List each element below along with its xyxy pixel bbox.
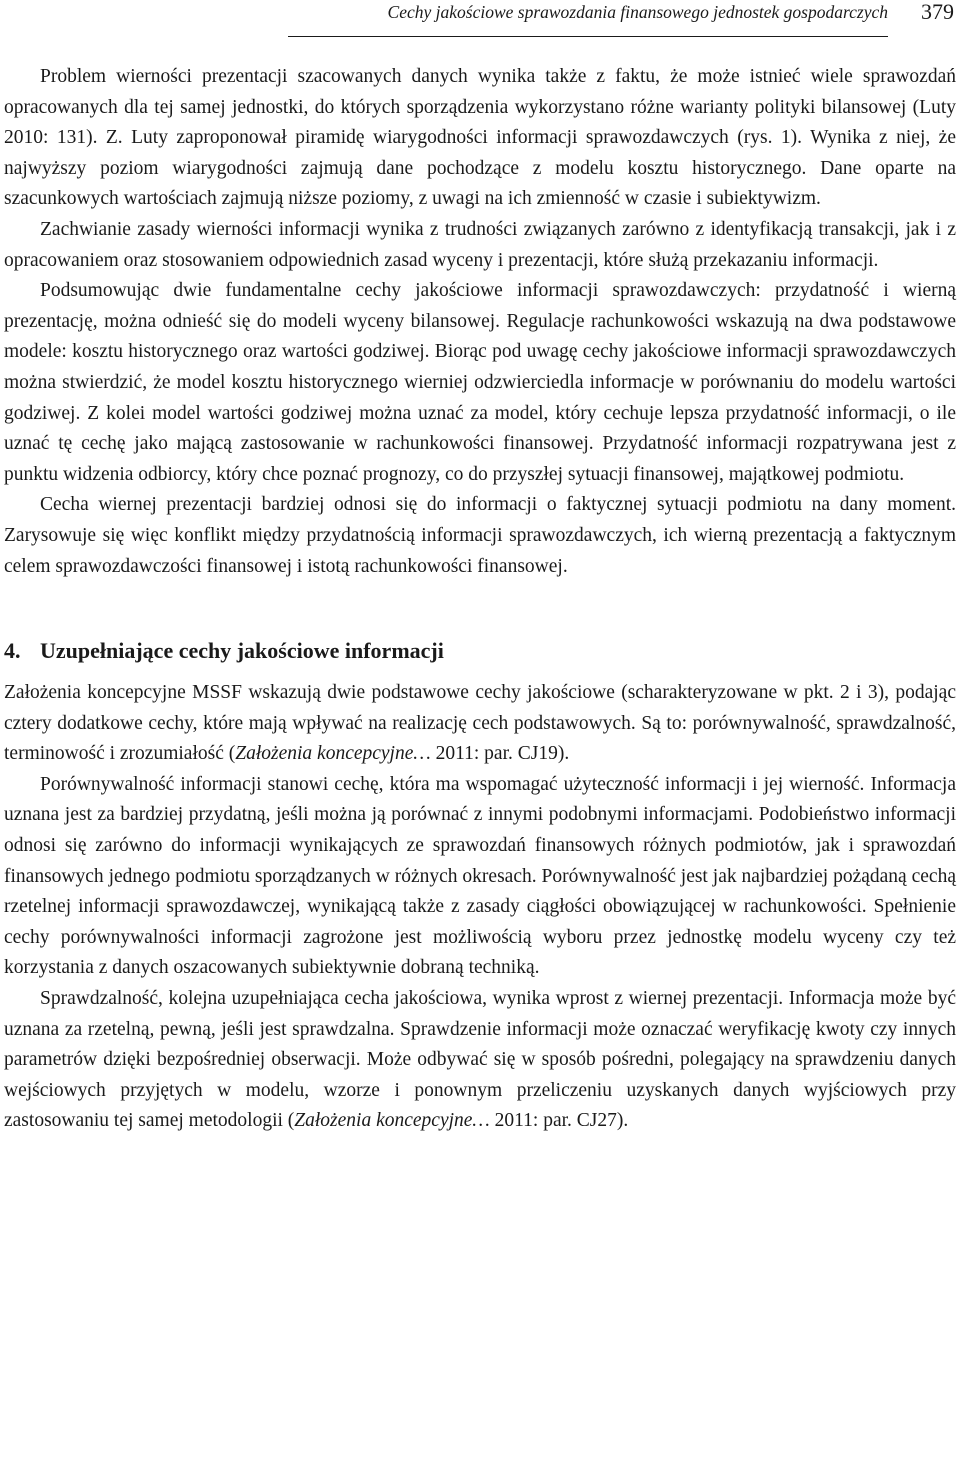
paragraph-text: Założenia koncepcyjne MSSF wskazują dwie podstawowe cechy jakościowe (scharakteryzowane w pkt. 2 i 3), podając cztery dodatkowe cechy, które mają wpływać na realizację cech podstawowych. Są to: porównywalność, sprawdzalność, terminowość i zrozumiałość ( [4,682,956,765]
body-paragraph: Problem wierności prezentacji szacowanych danych wynika także z faktu, że może istnieć wiele sprawozdań opracowanych dla tej samej jednostki, do których sporządzenia wykorzystano różne warianty polityki bilansowej (Luty 2010: 131). Z. Luty zaproponował piramidę wiarygodności informacji sprawozdawczych (rys. 1). Wynika z niej, że najwyższy poziom wiarygodności zajmują dane pochodzące z modelu kosztu historycznego. Dane oparte na szacunkowych wartościach zajmują niższe poziomy, z uwagi na ich zmienność w czasie i subiektywizm. [4,66,956,210]
citation-tail: 2011: par. CJ19). [430,743,570,765]
section-paragraph [4,984,956,1137]
paragraph-text: Sprawdzalność, kolejna uzupełniająca cecha jakościowa, wynika wprost z wiernej prezentacji. Informacja może być uznana za rzetelną, pewną, jeśli jest sprawdzalna. Sprawdzenie informacji może oznaczać weryfikację kwoty czy innych parametrów dzięki bezpośredniej obserwacji. Może odbywać się w sposób pośredni, polegający na sprawdzeniu danych wejściowych przyjętych w modelu, wzorze i ponownym przeliczeniu uzyskanych danych wyjściowych przy zastosowaniu tej samej metodologii ( [4,988,956,1132]
section-title: Uzupełniające cechy jakościowe informacji [40,638,444,664]
section-number: 4. [4,638,21,664]
section-heading [4,636,956,666]
section-paragraph [4,678,956,770]
header-rule [288,36,888,37]
page-header [0,0,960,40]
citation-title: Założenia koncepcyjne… [294,1110,490,1132]
page-body [4,62,956,1137]
running-title: Cechy jakościowe sprawozdania finansowego jednostek gospodarczych [387,2,888,22]
body-paragraph: Cecha wiernej prezentacji bardziej odnosi się do informacji o faktycznej sytuacji podmiotu na dany moment. Zarysowuje się więc konflikt między przydatnością informacji sprawozdawczych, ich wierną prezentacją a faktycznym celem sprawozdawczości finansowej i istotą rachunkowości finansowej. [4,494,956,577]
body-paragraph: Zachwianie zasady wierności informacji wynika z trudności związanych zarówno z identyfikacją transakcji, jak i z opracowaniem oraz stosowaniem odpowiednich zasad wyceny i prezentacji, które służą przekazaniu informacji. [4,218,956,271]
body-paragraph: Podsumowując dwie fundamentalne cechy jakościowe informacji sprawozdawczych: przydatność i wierną prezentację, można odnieść się do modeli wyceny bilansowej. Regulacje rachunkowości wskazują na dwa podstawowe modele: kosztu historycznego oraz wartości godziwej. Biorąc pod uwagę cechy jakościowe informacji sprawozdawczych można stwierdzić, że model kosztu historycznego wierniej odzwierciedla informacje w porównaniu do modelu wartości godziwej. Z kolei model wartości godziwej można uznać za model, który cechuje lepsza przydatność informacji, o ile uznać tę cechę jako mającą zastosowanie w rachunkowości finansowej. Przydatność informacji rozpatrywana jest z punktu widzenia odbiorcy, który chce poznać prognozy, co do przyszłej sytuacji finansowej, majątkowej podmiotu. [4,280,956,485]
citation-title: Założenia koncepcyjne… [235,743,431,765]
page-number: 379 [921,0,954,24]
citation-tail: 2011: par. CJ27). [489,1110,629,1132]
section-paragraph: Porównywalność informacji stanowi cechę, która ma wspomagać użyteczność informacji i jej wierność. Informacja uznana jest za bardziej przydatną, jeśli można ją porównać z innymi podobnymi informacjami. Podobieństwo informacji odnosi się zarówno do informacji wynikających ze sprawozdań finansowych różnych podmiotów, jak i sprawozdań finansowych jednego podmiotu sporządzanych w różnych okresach. Porównywalność jest jak najbardziej pożądaną cechą rzetelnej informacji sprawozdawczej, wynikającą także z zasady ciągłości obowiązującej w rachunkowości. Spełnienie cechy porównywalności informacji zagrożone jest możliwością wyboru przez jednostkę modelu wyceny czy też korzystania z danych oszacowanych subiektywnie dobraną techniką. [4,773,956,979]
